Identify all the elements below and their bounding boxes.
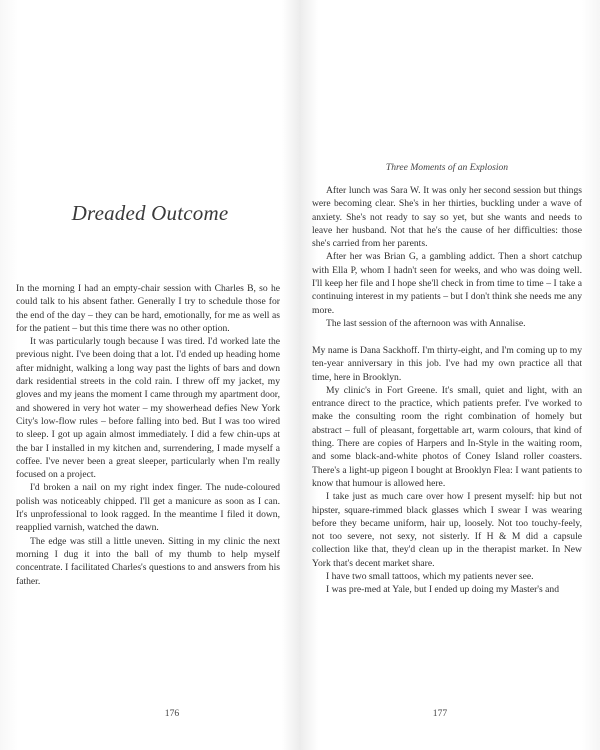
paragraph: My name is Dana Sackhoff. I'm thirty-eight, and I'm coming up to my ten-year anniversary in this job. I've had my own practice all that time, here in Brooklyn. [312, 345, 582, 383]
right-page-section-b [312, 344, 582, 597]
page-number: 177 [432, 708, 448, 719]
left-page [16, 0, 296, 750]
paragraph: I have two small tattoos, which my patients never see. [326, 571, 534, 583]
paragraph: I'd broken a nail on my right index finger. The nude-coloured polish was noticeably chipped. I'll get a manicure as soon as I can. It's unprofessional to look ragged. In the meantime I filed it down, reapplied varnish, watched the dawn. [16, 482, 280, 534]
right-page [312, 0, 594, 750]
paragraph: I was pre-med at Yale, but I ended up doing my Master's and [326, 584, 559, 596]
paragraph: The edge was still a little uneven. Sitting in my clinic the next morning I dug it into the ball of my thumb to help myself concentrate. I facilitated Charles's questions to and answers from his father. [16, 535, 280, 587]
paragraph: The last session of the afternoon was with Annalise. [326, 317, 526, 329]
paragraph: After her was Brian G, a gambling addict. Then a short catchup with Ella P, whom I hadn't seen for weeks, and who was doing well. I'll keep her file and I hope she'll check in from time to time – I take a continuing interest in my patients – but I don't think she needs me any more. [312, 251, 582, 316]
paragraph: It was particularly tough because I was tired. I'd worked late the previous night. I've been doing that a lot. I'd ended up heading home after midnight, walking a long way past the lights of bars and down dark residential streets in the cold rain. I threw off my jacket, my gloves and my jeans the moment I came through my apartment door, and showered in very hot water – my showerhead defies New York City's low-flow rules – before falling into bed. But I was too wired to sleep. I got up again almost immediately. I did a few chin-ups at the bar I installed in my kitchen and, surrendering, I made myself a coffee. I've never been a great sleeper, particularly when I'm really focused on a project. [16, 336, 280, 481]
paragraph: After lunch was Sara W. It was only her second session but things were becoming clear. She's in her thirties, buckling under a wave of anxiety. She's not ready to say so yet, but she wants and needs to leave her husband. Not that he's the cause of her difficulties: those she's carried from her parents. [312, 185, 582, 250]
paragraph: In the morning I had an empty-chair session with Charles B, so he could talk to his absent father. Generally I try to schedule those for the end of the day – they can be hard, emotionally, for me as well as for the patient – but this time there was no other option. [16, 283, 280, 334]
left-page-body [16, 282, 280, 588]
right-page-section-a [312, 184, 582, 330]
paragraph: I take just as much care over how I present myself: hip but not hipster, square-rimmed black glasses which I swear I was wearing before they became uniform, hair up, loosely. Not too touchy-feely, not too severe, not sexy, not sisterly. If H & M did a capsule collection like that, they'd clean up in the therapist market. In New York that's decent market share. [312, 491, 582, 569]
running-head: Three Moments of an Explosion [385, 162, 509, 173]
page-number: 176 [164, 708, 180, 719]
paragraph: My clinic's in Fort Greene. It's small, quiet and light, with an entrance direct to the practice, which patients prefer. I've worked to make the consulting room the right combination of homely but abstract – full of pleasant, forgettable art, warm colours, that kind of thing. There are copies of Harpers and In-Style in the waiting room, and some black-and-white photos of Coney Island roller coasters. There's a light-up pigeon I bought at Brooklyn Flea: I want patients to know that humour is allowed here. [312, 384, 582, 489]
chapter-title: Dreaded Outcome [71, 201, 229, 225]
